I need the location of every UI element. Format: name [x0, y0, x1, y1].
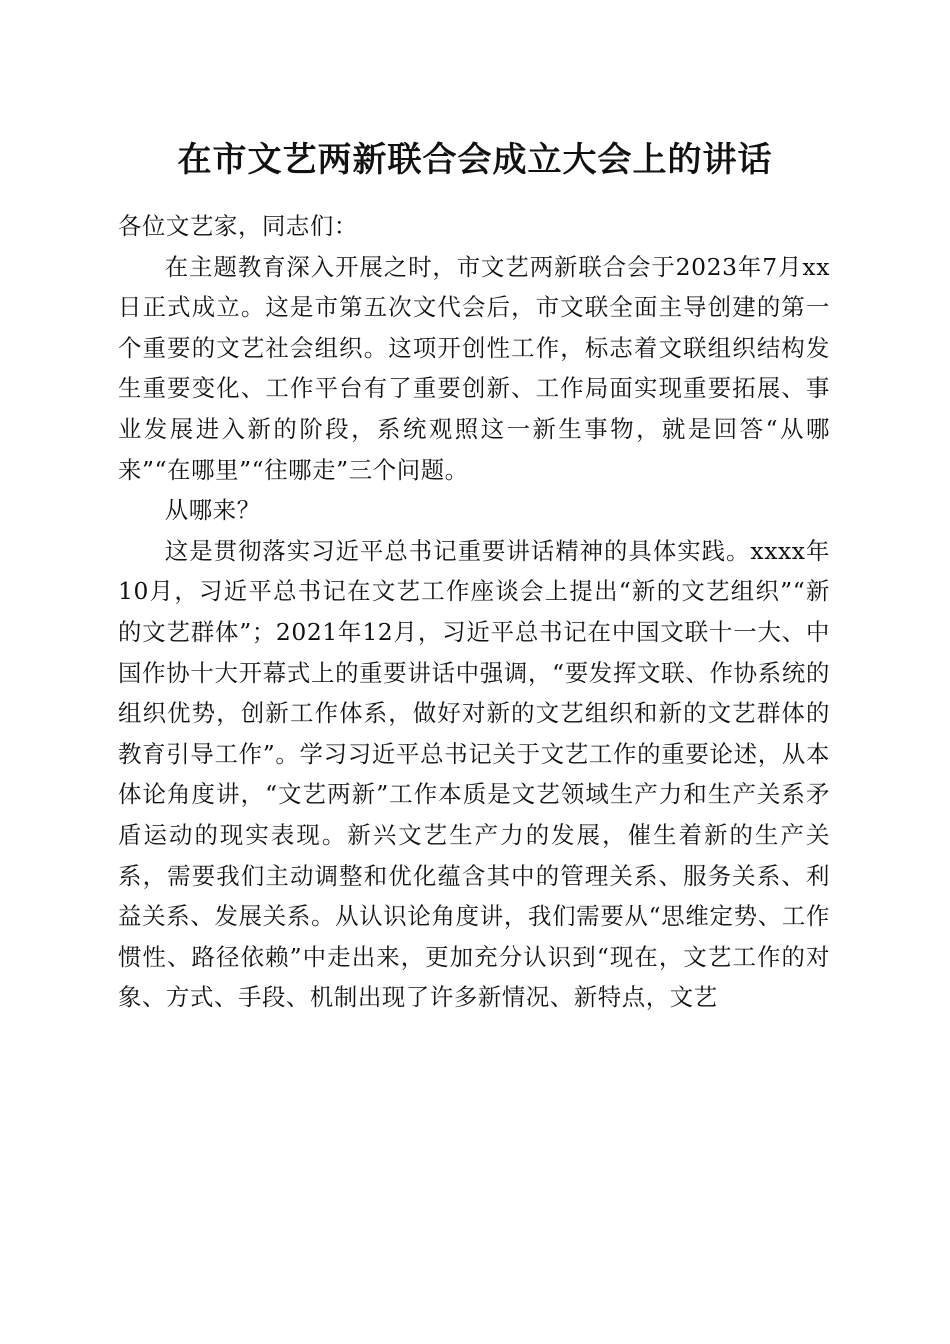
paragraph-origin: 这是贯彻落实习近平总书记重要讲话精神的具体实践。xxxx年10月，习近平总书记在文艺工作座谈会上提出“新的文艺组织”“新的文艺群体”；2021年12月，习近平总书记在中国文联十一大、中国作协十大开幕式上的重要讲话中强调，“要发挥文联、作协系统的组织优势，创新工作体系，做好对新的文艺组织和新的文艺群体的教育引导工作”。学习习近平总书记关于文艺工作的重要论述，从本体论角度讲，“文艺两新”工作本质是文艺领域生产力和生产关系矛盾运动的现实表现。新兴文艺生产力的发展，催生着新的生产关系，需要我们主动调整和优化蕴含其中的管理关系、服务关系、利益关系、发展关系。从认识论角度讲，我们需要从“思维定势、工作惯性、路径依赖”中走出来，更加充分认识到“现在，文艺工作的对象、方式、手段、机制出现了许多新情况、新特点，文艺: [118, 536, 830, 1012]
document-body: [118, 206, 830, 1018]
document-title: 在市文艺两新联合会成立大会上的讲话: [177, 140, 773, 180]
salutation: 各位文艺家，同志们：: [118, 212, 358, 240]
paragraph-intro: 在主题教育深入开展之时，市文艺两新联合会于2023年7月xx日正式成立。这是市第五次文代会后，市文联全面主导创建的第一个重要的文艺社会组织。这项开创性工作，标志着文联组织结构发生重要变化、工作平台有了重要创新、工作局面实现重要拓展、事业发展进入新的阶段，系统观照这一新生事物，就是回答“从哪来”“在哪里”“往哪走”三个问题。: [118, 252, 830, 484]
section-heading-origin: 从哪来？: [164, 496, 261, 525]
